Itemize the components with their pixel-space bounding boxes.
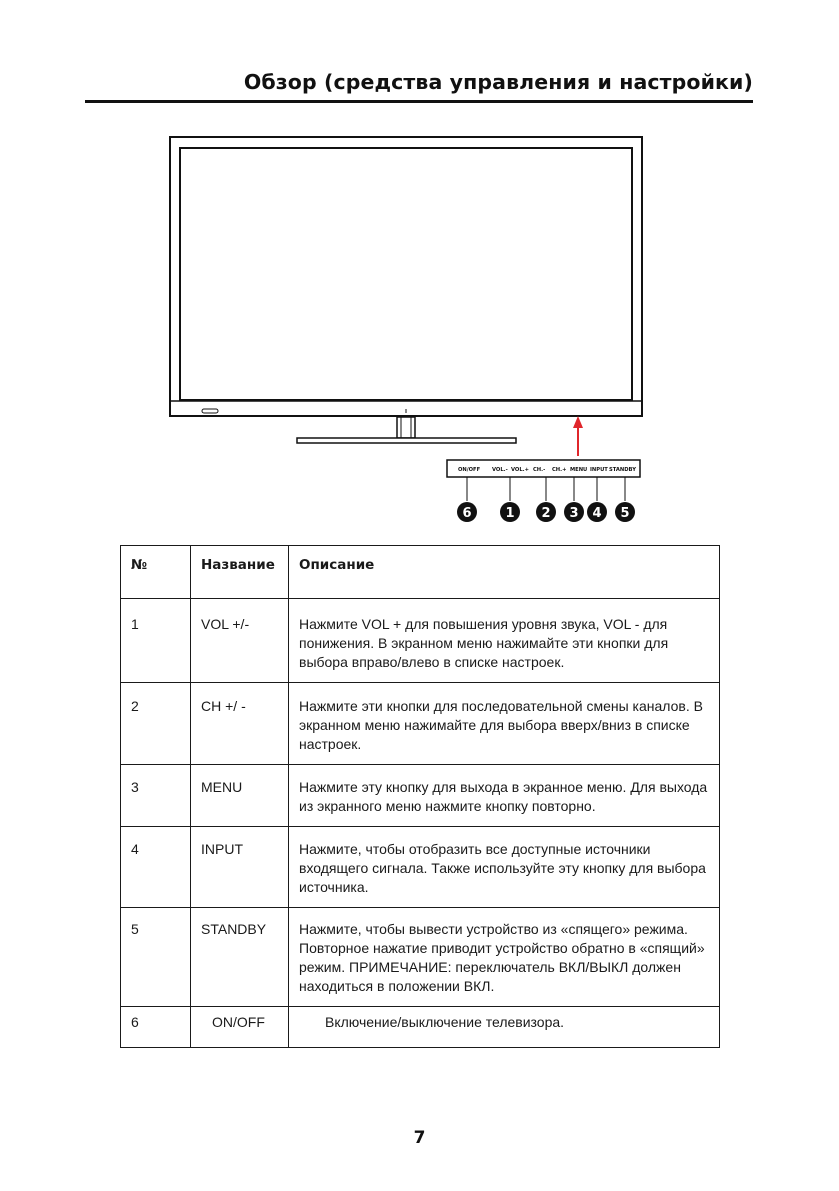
row-description: Включение/выключение телевизора. [289,1007,720,1048]
button-label-ch-plus: CH.+ [552,467,567,473]
callout-label: 3 [569,506,579,521]
column-header-name: Название [191,546,289,599]
row-description: Нажмите, чтобы вывести устройство из «спящего» режима. Повторное нажатие приводит устройство обратно в «спящий» режим. ПРИМЕЧАНИЕ: переключатель ВКЛ/ВЫКЛ должен находиться в положении ВКЛ. [289,908,720,1007]
table-row [121,683,720,765]
button-label-input: INPUT [590,467,608,473]
column-header-description: Описание [289,546,720,599]
row-number: 3 [121,765,191,827]
callout-label: 4 [592,506,602,521]
callout-label: 5 [620,506,630,521]
table-row [121,908,720,1007]
row-name: VOL +/- [191,599,289,683]
row-description: Нажмите VOL + для повышения уровня звука, VOL - для понижения. В экранном меню нажимайте эти кнопки для выбора вправо/влево в списке настроек. [289,599,720,683]
controls-table [120,545,720,1048]
row-number: 2 [121,683,191,765]
row-name: MENU [191,765,289,827]
callout-1 [500,502,520,522]
row-name: ON/OFF [191,1007,289,1048]
callout-6 [457,502,477,522]
button-label-vol-plus: VOL.+ [511,467,529,473]
column-header-number: № [121,546,191,599]
row-description: Нажмите, чтобы отобразить все доступные источники входящего сигнала. Также используйте эту кнопку для выбора источника. [289,827,720,908]
tv-stand-neck [397,417,415,438]
button-label-standby: STANDBY [609,467,636,473]
table-row [121,599,720,683]
button-label-menu: MENU [570,467,588,473]
red-arrow-head [573,416,583,428]
table-row [121,827,720,908]
table-row [121,765,720,827]
row-description: Нажмите эту кнопку для выхода в экранное меню. Для выхода из экранного меню нажмите кнопку повторно. [289,765,720,827]
row-name: STANDBY [191,908,289,1007]
callout-4 [587,502,607,522]
row-number: 4 [121,827,191,908]
callout-label: 1 [505,506,515,521]
table-row [121,1007,720,1048]
page-number: 7 [413,1128,426,1148]
callout-label: 2 [541,506,551,521]
button-label-onoff: ON/OFF [458,467,481,473]
row-name: CH +/ - [191,683,289,765]
callout-2 [536,502,556,522]
callout-label: 6 [462,506,472,521]
tv-illustration [0,0,839,540]
row-number: 1 [121,599,191,683]
tv-screen [180,148,632,400]
row-number: 5 [121,908,191,1007]
row-name: INPUT [191,827,289,908]
callout-3 [564,502,584,522]
callout-5 [615,502,635,522]
button-label-ch-minus: CH.- [533,467,546,473]
row-number: 6 [121,1007,191,1048]
row-description: Нажмите эти кнопки для последовательной смены каналов. В экранном меню нажимайте для выбора вверх/вниз в списке настроек. [289,683,720,765]
button-label-vol-minus: VOL.- [492,467,508,473]
page-title: Обзор (средства управления и настройки) [243,70,753,94]
table-header-row [121,546,720,599]
tv-stand-base [297,438,516,443]
